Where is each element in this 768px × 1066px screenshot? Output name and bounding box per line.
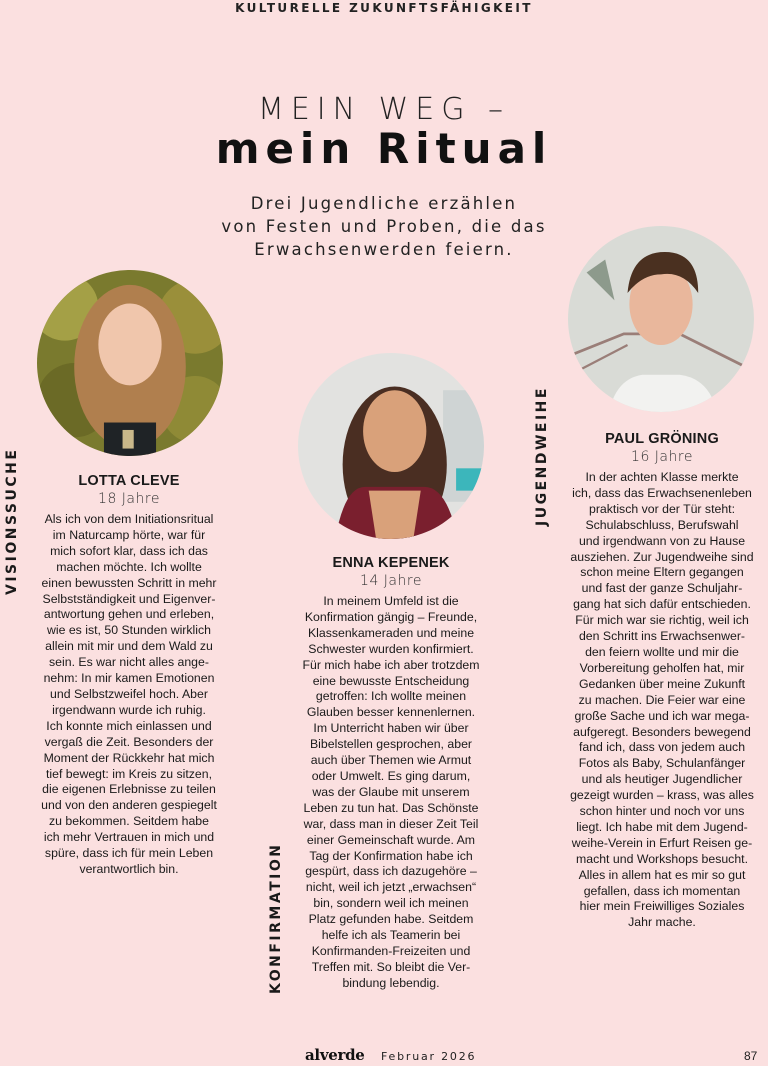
story-line: Klassenkameraden und meine (307, 625, 475, 640)
ritual-label-visionssuche: VISIONSSUCHE (4, 447, 20, 595)
story-line: liegt. Ich habe mit dem Jugend- (576, 819, 748, 834)
story-line: sein. Es war nicht alles ange- (49, 655, 209, 670)
story-line: bin, sondern weil ich meinen (313, 896, 469, 911)
story-line: Für mich war sie richtig, weil ich (575, 613, 749, 628)
person-story (560, 470, 764, 931)
story-line: Glauben besser kennenlernen. (306, 705, 476, 720)
story-line: hier mein Freiwilliges Soziales (579, 899, 745, 914)
story-line: war, dass man in dieser Zeit Teil (303, 816, 479, 831)
magazine-logo: alverde (305, 1046, 365, 1064)
subtitle-line: Drei Jugendliche erzählen (250, 194, 518, 213)
story-line: bindung lebendig. (342, 975, 440, 990)
story-line: schon meine Eltern gegangen (580, 565, 744, 580)
story-line: Konfirmanden-Freizeiten und (311, 943, 471, 958)
story-line: ich mehr Vertrauen in mich und (43, 830, 215, 845)
story-line: antwortung gehen und erleben, (43, 607, 215, 622)
portrait-photo-icon (37, 270, 223, 456)
person-story (290, 594, 492, 992)
story-line: Treffen mit. So bleibt die Ver- (311, 959, 471, 974)
story-line: getroffen: Ich wollte meinen (315, 689, 467, 704)
story-line: einer Gemeinschaft wurde. Am (306, 832, 476, 847)
story-line: wie es ist, 50 Stunden wirklich (46, 623, 212, 638)
story-line: zu machen. Die Feier war eine (578, 692, 746, 707)
story-line: ich, dass das Erwachsenenleben (572, 485, 752, 500)
person-name: PAUL GRÖNING (605, 431, 719, 447)
story-line: gefallen, dass ich momentan (583, 883, 741, 898)
story-line: gezeigt wurden – krass, was alles (570, 788, 754, 803)
subtitle-line: Erwachsenwerden feiern. (254, 240, 514, 259)
ritual-label-jugendweihe: JUGENDWEIHE (534, 386, 550, 526)
story-line: und Selbstzweifel hoch. Aber (50, 686, 208, 701)
headline-line2: mein Ritual (215, 124, 553, 173)
story-line: macht und Workshops besucht. (575, 851, 749, 866)
story-line: im Naturcamp hörte, war für (52, 527, 206, 542)
person-name: LOTTA CLEVE (78, 473, 180, 489)
profile-enna (290, 555, 492, 992)
story-line: große Sache und ich war mega- (574, 708, 750, 723)
story-line: Alles in allem hat es mir so gut (578, 867, 746, 882)
story-line: schon hinter und noch vor uns (579, 804, 745, 819)
story-line: irgendwann wurde ich ruhig. (52, 702, 206, 717)
person-age: 14 Jahre (360, 573, 422, 589)
story-line: Moment der Rückkehr hat mich (43, 750, 215, 765)
story-line: Als ich von dem Initiationsritual (44, 512, 214, 526)
story-line: nehm: In mir kamen Emotionen (43, 671, 215, 686)
ritual-label-konfirmation: KONFIRMATION (268, 842, 284, 994)
portrait-photo-paul (568, 226, 754, 412)
portrait-photo-icon (298, 353, 484, 539)
story-line: zu bekommen. Seitdem habe (49, 814, 209, 829)
story-line: Platz gefunden habe. Seitdem (308, 912, 474, 927)
story-line: auch über Themen wie Armut (310, 753, 472, 768)
story-line: helfe ich als Teamerin bei (321, 928, 461, 943)
story-line: den Schritt ins Erwachsenwer- (578, 629, 746, 644)
story-line: ausziehen. Zur Jugendweihe sind (570, 549, 754, 564)
story-line: eine bewusste Entscheidung (312, 673, 470, 688)
person-story (28, 512, 230, 878)
story-line: Bibelstellen gesprochen, aber (309, 737, 472, 752)
story-line: und von den anderen gespiegelt (41, 798, 217, 813)
story-line: allein mit mir und dem Wald zu (45, 639, 213, 654)
story-line: mich sofort klar, dass ich das (50, 543, 208, 558)
story-line: nicht, weil ich jetzt „erwachsen“ (305, 880, 477, 895)
story-line: gang hat sich dafür entschieden. (573, 597, 751, 612)
story-line: aufgeregt. Besonders bewegend (573, 724, 751, 739)
story-line: In meinem Umfeld ist die (323, 594, 459, 608)
portrait-photo-enna (298, 353, 484, 539)
story-line: Schulabschluss, Berufswahl (585, 517, 739, 532)
story-line: tief bewegt: im Kreis zu sitzen, (45, 766, 213, 781)
story-line: fand ich, dass von jedem auch (578, 740, 746, 755)
story-line: Jahr mache. (628, 915, 696, 930)
story-line: weihe-Verein in Erfurt Reisen ge- (571, 835, 753, 850)
section-kicker: KULTURELLE ZUKUNFTSFÄHIGKEIT (235, 1, 533, 15)
story-line: vergaß die Zeit. Besonders der (44, 734, 214, 749)
story-line: und als heutiger Jugendlicher (581, 772, 743, 787)
story-line: praktisch vor der Tür steht: (588, 501, 736, 516)
person-age: 16 Jahre (631, 449, 693, 465)
story-line: und irgendwann von zu Hause (578, 533, 746, 548)
profile-paul (560, 431, 764, 931)
subtitle-line: von Festen und Proben, die das (221, 217, 547, 236)
story-line: Leben zu tun hat. Das Schönste (303, 800, 479, 815)
story-line: Gedanken über meine Zukunft (578, 676, 746, 691)
headline-line1: MEIN WEG – (257, 92, 511, 127)
person-name: ENNA KEPENEK (332, 555, 450, 571)
profile-lotta (28, 473, 230, 878)
story-line: einen bewussten Schritt in mehr (41, 575, 217, 590)
story-line: oder Umwelt. Es ging darum, (311, 768, 471, 783)
story-line: Tag der Konfirmation habe ich (309, 848, 473, 863)
story-line: verantwortlich bin. (79, 861, 179, 876)
story-line: was der Glaube mit unserem (312, 784, 470, 799)
story-line: Selbstständigkeit und Eigenver- (42, 591, 216, 606)
portrait-photo-lotta (37, 270, 223, 456)
person-age: 18 Jahre (98, 491, 160, 507)
story-line: die eigenen Erlebnisse zu teilen (42, 782, 216, 797)
story-line: den feiern wollte und mir die (585, 644, 739, 659)
story-line: Schwester wurden konfirmiert. (308, 641, 474, 656)
story-line: und fast der ganze Schuljahr- (581, 581, 743, 596)
story-line: machen möchte. Ich wollte (56, 559, 202, 574)
story-line: In der achten Klasse merkte (585, 470, 739, 484)
story-line: Im Unterricht haben wir über (313, 721, 469, 736)
story-line: spüre, dass ich für mein Leben (44, 846, 214, 861)
issue-date: Februar 2026 (381, 1050, 477, 1063)
story-line: Für mich habe ich aber trotzdem (302, 657, 480, 672)
story-line: Fotos als Baby, Schulanfänger (578, 756, 746, 771)
story-line: Vorbereitung geholfen hat, mir (579, 660, 745, 675)
portrait-photo-icon (568, 226, 754, 412)
story-line: gespürt, dass ich dazugehöre – (305, 864, 477, 879)
story-line: Ich konnte mich einlassen und (46, 718, 212, 733)
page-number: 87 (744, 1049, 758, 1063)
story-line: Konfirmation gängig – Freunde, (304, 609, 478, 624)
subtitle (184, 192, 584, 261)
